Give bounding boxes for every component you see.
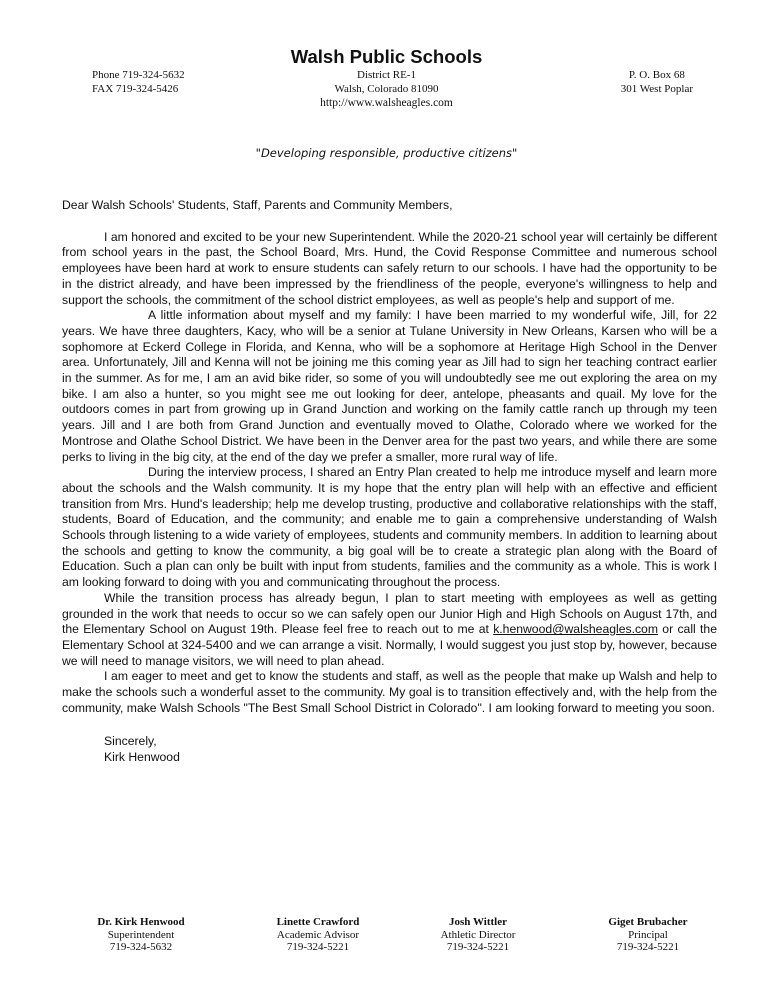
paragraph-entry-plan: During the interview process, I shared an Entry Plan created to help me introduce myself and learn more about the schools and the Walsh community. It is my hope that the entry plan will help with an effective and efficient transition from Mrs. Hund's leadership; help me develop trusting, productive and collaborative relationships with the staff, students, Board of Education, and the community; and enable me to gain a comprehensive understanding of Walsh Schools through listening to a wide variety of employees, students and community members. In addition to learning about the schools and getting to know the community, a big goal will be to create a strategic plan along with the Board of Education. Such a plan can only be built with input from students, families and the community as a whole. This is work I am looking forward to doing with you and communicating throughout the process. bbox=[62, 465, 717, 590]
paragraph-intro: I am honored and excited to be your new Superintendent. While the 2020-21 school year will certainly be different from school years in the past, the School Board, Mrs. Hund, the Covid Response Committee and numerous school employees have been hard at work to ensure students can safely return to our schools. I have had the opportunity to be in the district already, and have been impressed by the friendliness of the people, everyone's willingness to help and support the schools, the commitment of the school district employees, as well as people's help and support of me. bbox=[62, 229, 717, 307]
staff-principal bbox=[573, 916, 723, 954]
staff-athletic-director bbox=[403, 916, 553, 954]
signer-name: Kirk Henwood bbox=[104, 749, 180, 764]
city-line: Walsh, Colorado 81090 bbox=[334, 83, 439, 95]
signature-block bbox=[104, 733, 717, 765]
staff-academic-advisor bbox=[243, 916, 393, 954]
staff-name: Dr. Kirk Henwood bbox=[97, 916, 185, 928]
staff-phone: 719-324-5221 bbox=[286, 941, 350, 953]
closing-word: Sincerely, bbox=[104, 733, 157, 748]
fax-number: FAX 719-324-5426 bbox=[92, 83, 179, 95]
staff-name: Linette Crawford bbox=[276, 916, 360, 928]
transition-text-end: or call the Elementary School at 324-5400 and we can arrange a visit. Normally, I would suggest you just stop by, however, because we will need to manage visitors, we will need to plan ahead. bbox=[62, 622, 717, 668]
letter-body bbox=[62, 198, 717, 765]
district-name: District RE-1 bbox=[357, 69, 416, 81]
website-url: http://www.walsheagles.com bbox=[320, 97, 453, 109]
staff-superintendent bbox=[66, 916, 216, 954]
staff-title: Superintendent bbox=[107, 928, 175, 941]
po-box: P. O. Box 68 bbox=[628, 69, 685, 81]
staff-name: Josh Wittler bbox=[449, 916, 507, 928]
staff-name: Giget Brubacher bbox=[608, 916, 688, 928]
staff-phone: 719-324-5221 bbox=[616, 941, 680, 953]
salutation: Dear Walsh Schools' Students, Staff, Parents and Community Members, bbox=[62, 198, 453, 212]
staff-title: Athletic Director bbox=[440, 928, 516, 941]
school-title: Walsh Public Schools bbox=[290, 46, 483, 67]
staff-title: Academic Advisor bbox=[276, 928, 360, 941]
paragraph-closing-remarks: I am eager to meet and get to know the students and staff, as well as the people that make up Walsh and help to make the schools such a wonderful asset to the community. My goal is to transition effectively and, with the help from the community, make Walsh Schools "The Best Small School District in Colorado". I am looking forward to meeting you soon. bbox=[62, 669, 717, 715]
paragraph-transition bbox=[62, 591, 717, 670]
staff-phone: 719-324-5632 bbox=[109, 941, 173, 953]
staff-phone: 719-324-5221 bbox=[446, 941, 510, 953]
paragraph-family: A little information about myself and my family: I have been married to my wonderful wife, Jill, for 22 years. We have three daughters, Kacy, who will be a senior at Tulane University in New Orleans, Karsen who will be a sophomore at Eckerd College in Florida, and Kenna, who will be a sophomore at Heritage High School in the Denver area. Unfortunately, Jill and Kenna will not be joining me this coming year as Jill had to sign her teaching contract earlier in the summer. As for me, I am an avid bike rider, so some of you will undoubtedly see me out exploring the area on my bike. I am also a hunter, so you might see me out looking for deer, antelope, pheasants and quail. My love for the outdoors comes in part from growing up in Grand Junction and working on the family cattle ranch up through my teen years. Jill and I are both from Grand Junction and eventually moved to Olathe, Colorado where we worked for the Montrose and Olathe School District. We have been in the Denver area for the past two years, and while there are some perks to living in the big city, at the end of the day we prefer a smaller, more rural way of life. bbox=[62, 308, 717, 464]
transition-text-start: While the transition process has already begun, I plan to start meeting with employees as well as getting grounded in the work that needs to occur so we can safely open our Junior High and High Schools on August 17th, and the Elementary School on August 19th. Please feel free to reach out to me at bbox=[62, 590, 717, 637]
staff-title: Principal bbox=[628, 928, 668, 941]
email-link[interactable]: k.henwood@walsheagles.com bbox=[493, 622, 658, 637]
school-motto: "Developing responsible, productive citizens" bbox=[255, 146, 518, 160]
letterhead-mailing bbox=[621, 68, 693, 96]
phone-number: Phone 719-324-5632 bbox=[92, 69, 185, 81]
street-address: 301 West Poplar bbox=[620, 83, 693, 95]
